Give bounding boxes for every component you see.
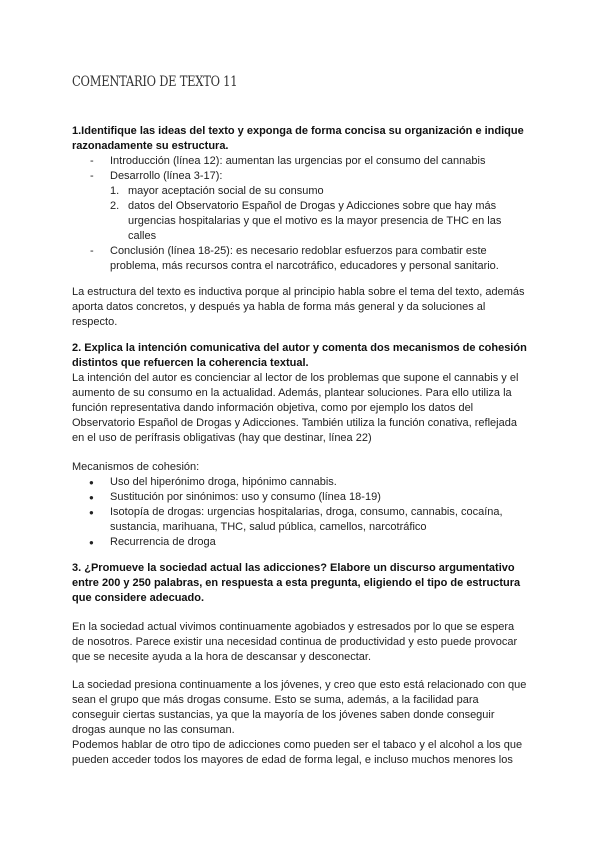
development-sublist <box>72 184 528 244</box>
question-3-section <box>72 561 528 606</box>
question-3-paragraph-1: En la sociedad actual vivimos continuamente agobiados y estresados por lo que se espera de nosotros. Parece existir una necesidad continua de productividad y esto puede provocar que se necesite ayuda a la hora de descansar y desconectar. <box>72 621 518 663</box>
list-item: ● Isotopía de drogas: urgencias hospitalarias, droga, consumo, cannabis, cocaína, sustancia, marihuana, THC, salud pública, camellos, narcotráfico <box>72 505 528 535</box>
conclusion-list <box>72 244 528 274</box>
page-title: COMENTARIO DE TEXTO 11 <box>72 74 238 90</box>
question-1-structure-list <box>72 154 528 184</box>
question-1-section <box>72 124 528 274</box>
question-2-paragraph: La intención del autor es concienciar al lector de los problemas que supone el cannabis y el aumento de su consumo en la actualidad. Además, plantear soluciones. Para ello utiliza la función representativa dando información objetiva, como por ejemplo los datos del Observatorio Español de Drogas y Adicciones. También utiliza la función conativa, reflejada en el uso de perífrasis obligativas (hay que destinar, línea 22) <box>72 372 519 444</box>
question-3-paragraph-2: La sociedad presiona continuamente a los jóvenes, y creo que esto está relacionado con que sean el grupo que más drogas consume. Esto se suma, además, a la facilidad para conseguir ciertas sustancias, ya que la mayoría de los jóvenes saben donde conseguir drogas aunque no las consuman. <box>72 679 527 736</box>
cohesion-label: Mecanismos de cohesión: <box>72 461 200 473</box>
cohesion-section <box>72 460 528 550</box>
cohesion-list <box>72 475 528 550</box>
list-item: ● Sustitución por sinónimos: uso y consumo (línea 18-19) <box>72 490 528 505</box>
list-item: - Desarrollo (línea 3-17): <box>72 169 528 184</box>
question-1-paragraph: La estructura del texto es inductiva porque al principio habla sobre el tema del texto, además aporta datos concretos, y después ya habla de forma más general y da soluciones al respecto. <box>72 286 525 328</box>
question-3-paragraph-3: Podemos hablar de otro tipo de adicciones como pueden ser el tabaco y el alcohol a los que pueden acceder todos los mayores de edad de forma legal, e incluso muchos menores los <box>72 739 523 766</box>
list-item: 2. datos del Observatorio Español de Drogas y Adicciones sobre que hay más urgencias hospitalarias y que el motivo es la mayor presencia de THC en las calles <box>110 200 502 242</box>
list-item: - Introducción (línea 12): aumentan las urgencias por el consumo del cannabis <box>72 154 528 169</box>
question-2-heading: 2. Explica la intención comunicativa del autor y comenta dos mecanismos de cohesión distintos que refuercen la coherencia textual. <box>72 342 527 369</box>
list-item: 1. mayor aceptación social de su consumo <box>110 185 324 197</box>
question-1-heading: 1.Identifique las ideas del texto y exponga de forma concisa su organización e indique razonadamente su estructura. <box>72 125 524 152</box>
list-item: ● Uso del hiperónimo droga, hipónimo cannabis. <box>72 475 528 490</box>
question-2-section <box>72 341 528 446</box>
list-item: - Conclusión (línea 18-25): es necesario redoblar esfuerzos para combatir este problema, más recursos contra el narcotráfico, educadores y personal sanitario. <box>72 244 528 274</box>
question-3-heading: 3. ¿Promueve la sociedad actual las adicciones? Elabore un discurso argumentativo entre 200 y 250 palabras, en respuesta a esta pregunta, eligiendo el tipo de estructura que considere adecuado. <box>72 562 521 604</box>
list-item: ● Recurrencia de droga <box>72 535 528 550</box>
